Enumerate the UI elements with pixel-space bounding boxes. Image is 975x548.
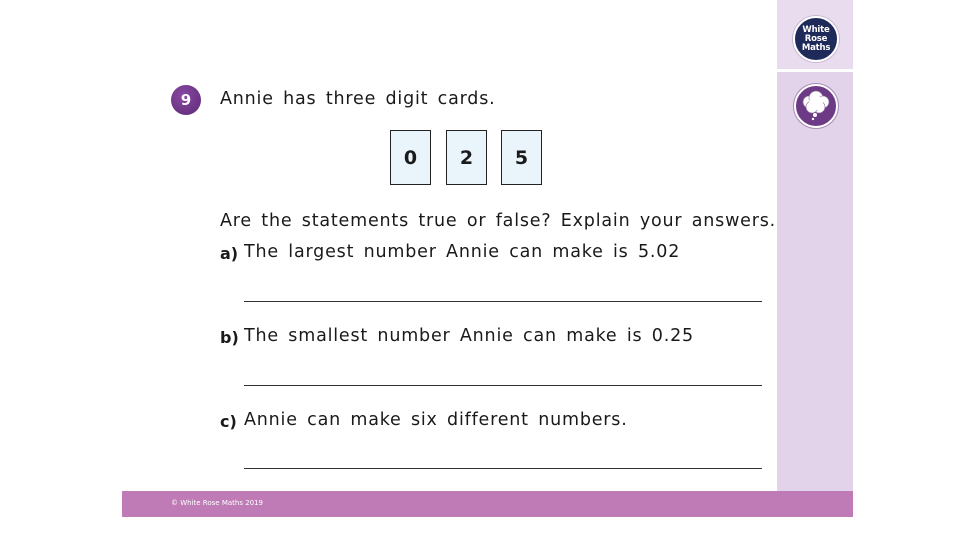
copyright-text: © White Rose Maths 2019 (171, 499, 264, 507)
answer-line[interactable] (244, 385, 762, 386)
sidebar-divider (777, 69, 853, 72)
part-statement: Annie can make six different numbers. (244, 410, 628, 430)
logo-text-1: White (802, 24, 830, 35)
part-label: a) (220, 244, 239, 263)
part-label: b) (220, 328, 239, 347)
question-intro: Annie has three digit cards. (220, 89, 496, 109)
footer-bar (122, 491, 853, 517)
answer-line[interactable] (244, 301, 762, 302)
sidebar (777, 0, 853, 491)
digit-card: 2 (446, 130, 487, 185)
white-rose-maths-logo (793, 16, 839, 62)
part-statement: The largest number Annie can make is 5.02 (244, 242, 681, 262)
logo-text-3: Maths (801, 42, 831, 53)
digit-card: 5 (501, 130, 542, 185)
question-number-badge: 9 (171, 85, 201, 115)
part-label: c) (220, 412, 237, 431)
logo-text-2: Rose (804, 33, 828, 44)
question-prompt: Are the statements true or false? Explain your answers. (220, 211, 777, 231)
answer-line[interactable] (244, 468, 762, 469)
digit-card: 0 (390, 130, 431, 185)
thought-bubble-icon (794, 84, 838, 128)
part-statement: The smallest number Annie can make is 0.25 (244, 326, 694, 346)
